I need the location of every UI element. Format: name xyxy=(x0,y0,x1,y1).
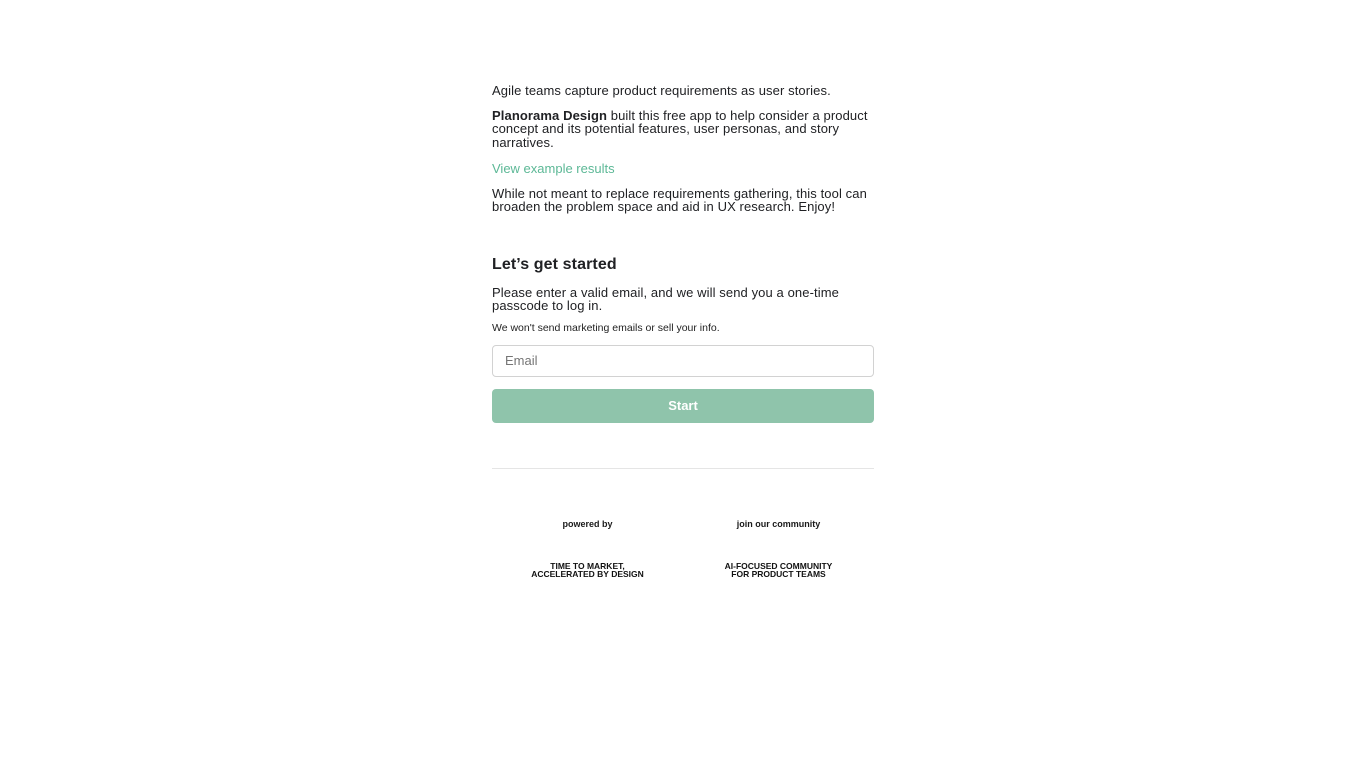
footer xyxy=(492,519,874,579)
footer-divider xyxy=(492,468,874,469)
community-logo xyxy=(683,530,874,562)
community-line-1: AI-FOCUSED COMMUNITY xyxy=(724,560,833,571)
time-to-market-line-1: TIME TO MARKET, xyxy=(550,560,625,571)
passcode-instructions: Please enter a valid email, and we will send you a one-time passcode to log in. xyxy=(492,284,839,313)
start-button[interactable]: Start xyxy=(492,389,874,423)
time-to-market-line-2: ACCELERATED BY DESIGN xyxy=(531,569,644,579)
intro-section xyxy=(492,84,874,214)
time-to-market-link[interactable] xyxy=(492,562,683,579)
powered-by-label: powered by xyxy=(562,518,613,529)
get-started-heading: Let’s get started xyxy=(492,255,617,273)
intro-paragraph-2 xyxy=(492,109,874,150)
community-column xyxy=(683,519,874,579)
brand-name: Planorama Design xyxy=(492,107,608,123)
view-example-results-link[interactable]: View example results xyxy=(492,161,615,176)
community-label: join our community xyxy=(736,518,821,529)
powered-by-logo xyxy=(492,530,683,562)
community-line-2: FOR PRODUCT TEAMS xyxy=(731,569,826,579)
privacy-note: We won't send marketing emails or sell your info. xyxy=(492,321,720,334)
intro-paragraph-2-text: built this free app to help consider a product concept and its potential features, user personas, and story narratives. xyxy=(492,107,868,150)
get-started-section xyxy=(492,255,874,423)
email-input[interactable] xyxy=(492,345,874,377)
intro-paragraph-1: Agile teams capture product requirements as user stories. xyxy=(492,83,831,98)
community-link[interactable] xyxy=(683,562,874,579)
main-content xyxy=(492,0,874,579)
intro-paragraph-3: While not meant to replace requirements gathering, this tool can broaden the problem space and aid in UX research. Enjoy! xyxy=(492,185,867,214)
powered-by-column xyxy=(492,519,683,579)
